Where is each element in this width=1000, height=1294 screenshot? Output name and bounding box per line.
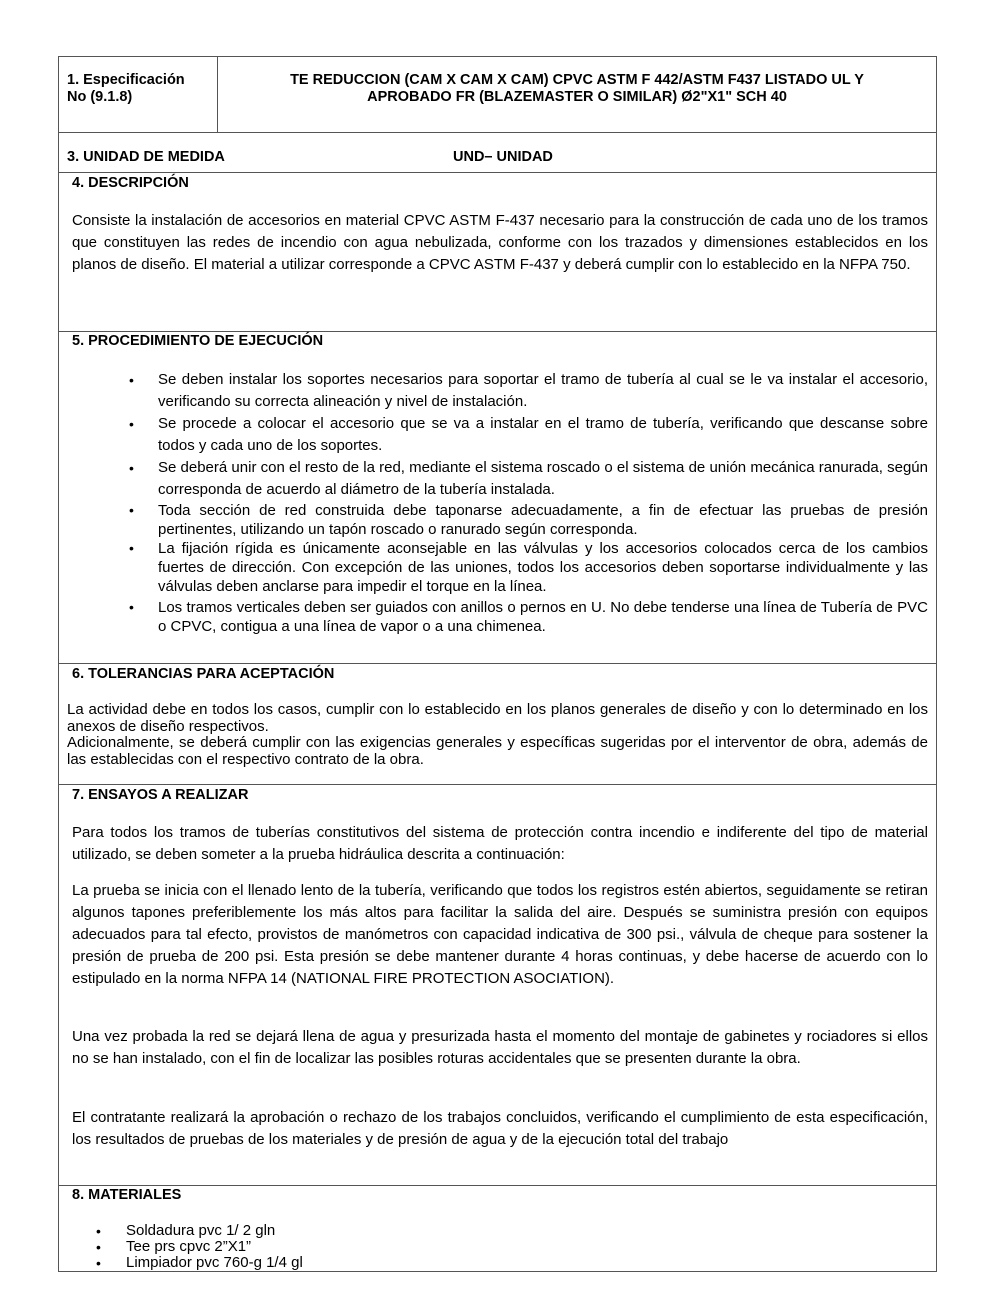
- rule-tests: [58, 1185, 937, 1186]
- material-item-text: Limpiador pvc 760-g 1/4 gl: [126, 1254, 303, 1271]
- material-item: [96, 1222, 526, 1239]
- tests-para2: La prueba se inicia con el llenado lento de la tubería, verificando que todos los registros estén abiertos, seguidamente se retiran algunos tapones preferiblemente los más altos para facilitar la salida del aire. Después se suministra presión con equipos adecuados para tal efecto, provistos de manómetros con capacidad indicativa de 300 psi., válvula de cheque para sostener la presión de prueba de 200 psi. Esta presión se debe mantener durante 4 horas continuas, y debe hacerse de acuerdo con lo estipulado en la norma NFPA 14 (NATIONAL FIRE PROTECTION ASOCIATION).: [72, 882, 928, 987]
- description-heading: 4. DESCRIPCIÓN: [72, 175, 189, 191]
- bullet-icon: •: [129, 599, 134, 615]
- tolerances-text: [67, 702, 928, 768]
- procedure-item: [129, 598, 928, 636]
- tolerances-para1: La actividad debe en todos los casos, cumplir con lo establecido en los planos generales de diseño y con lo determinado en los anexos de diseño respectivos.: [67, 701, 928, 735]
- procedure-item: [129, 539, 928, 598]
- materials-list: [96, 1222, 526, 1271]
- procedure-heading: 5. PROCEDIMIENTO DE EJECUCIÓN: [72, 333, 324, 349]
- materials-heading: 8. MATERIALES: [72, 1187, 182, 1203]
- spec-title-line1: TE REDUCCION (CAM X CAM X CAM) CPVC ASTM F 442/ASTM F437 LISTADO UL Y: [290, 72, 864, 88]
- rule-tolerances: [58, 784, 937, 785]
- procedure-item-text: Se deben instalar los soportes necesarios para soportar el tramo de tubería al cual se le va instalar el accesorio, verificando su correcta alineación y nivel de instalación.: [158, 371, 928, 410]
- bullet-icon: •: [96, 1255, 101, 1271]
- procedure-item-text: Toda sección de red construida debe taponarse adecuadamente, a fin de efectuar las pruebas de presión pertinentes, utilizando un tapón roscado o ranurado según corresponda.: [158, 502, 928, 538]
- spec-title: [226, 72, 928, 106]
- bullet-icon: •: [129, 502, 134, 518]
- procedure-item: [129, 369, 928, 413]
- bullet-icon: •: [129, 540, 134, 556]
- tests-para1: Para todos los tramos de tuberías constitutivos del sistema de protección contra incendio e indiferente del tipo de material utilizado, se deben someter a la prueba hidráulica descrita a continuación:: [72, 824, 928, 863]
- procedure-item: [129, 501, 928, 539]
- bullet-icon: •: [129, 416, 134, 432]
- spec-label-line1: 1. Especificación: [67, 72, 185, 88]
- bullet-icon: •: [96, 1223, 101, 1239]
- header-divider: [217, 56, 218, 133]
- procedure-item-text: La fijación rígida es únicamente aconsejable en las válvulas y los accesorios colocados cerca de los cambios fuertes de dirección. Con excepción de las uniones, todos los accesorios deben soportarse individualmente y las válvulas deben anclarse para impedir el torque en la línea.: [158, 540, 928, 595]
- rule-header: [58, 132, 937, 133]
- unit-value: UND– UNIDAD: [453, 149, 553, 165]
- spec-label: [67, 72, 213, 106]
- procedure-item-text: Se procede a colocar el accesorio que se va a instalar en el tramo de tubería, verificando que descanse sobre todos y cada uno de los soportes.: [158, 415, 928, 454]
- rule-procedure: [58, 663, 937, 664]
- tolerances-heading: 6. TOLERANCIAS PARA ACEPTACIÓN: [72, 666, 335, 682]
- spec-title-line2: APROBADO FR (BLAZEMASTER O SIMILAR) Ø2"X1" SCH 40: [367, 89, 787, 105]
- procedure-list: [129, 369, 928, 636]
- spec-label-line2: No (9.1.8): [67, 89, 133, 105]
- bullet-icon: •: [129, 372, 134, 388]
- material-item-text: Soldadura pvc 1/ 2 gln: [126, 1222, 276, 1239]
- procedure-item: [129, 457, 928, 501]
- material-item: [96, 1254, 526, 1271]
- tests-para3: Una vez probada la red se dejará llena de agua y presurizada hasta el momento del montaje de gabinetes y rociadores si ellos no se han instalado, con el fin de localizar las posibles roturas accidentales que se presenten durante la obra.: [72, 1028, 928, 1067]
- bullet-icon: •: [129, 460, 134, 476]
- unit-label: 3. UNIDAD DE MEDIDA: [67, 149, 225, 165]
- material-item-text: Tee prs cpvc 2”X1”: [126, 1238, 252, 1255]
- rule-description: [58, 331, 937, 332]
- tests-para4: El contratante realizará la aprobación o rechazo de los trabajos concluidos, verificando el cumplimiento de esta especificación, los resultados de pruebas de los materiales y de presión de agua y de la ejecución total del trabajo: [72, 1109, 928, 1148]
- tolerances-para2: Adicionalmente, se deberá cumplir con las exigencias generales y específicas sugeridas por el interventor de obra, además de las establecidas con el respectivo contrato de la obra.: [67, 734, 928, 768]
- material-item: [96, 1238, 526, 1255]
- tests-heading: 7. ENSAYOS A REALIZAR: [72, 787, 249, 803]
- rule-unit: [58, 172, 937, 173]
- description-text: Consiste la instalación de accesorios en material CPVC ASTM F-437 necesario para la construcción de cada uno de los tramos que constituyen las redes de incendio con agua nebulizada, conforme con los trazados y dimensiones establecidos en los planos de diseño. El material a utilizar corresponde a CPVC ASTM F-437 y deberá cumplir con lo establecido en la NFPA 750.: [72, 212, 928, 273]
- procedure-item: [129, 413, 928, 457]
- procedure-item-text: Los tramos verticales deben ser guiados con anillos o pernos en U. No debe tenderse una línea de Tubería de PVC o CPVC, contigua a una línea de vapor o a una chimenea.: [158, 599, 928, 635]
- bullet-icon: •: [96, 1239, 101, 1255]
- procedure-item-text: Se deberá unir con el resto de la red, mediante el sistema roscado o el sistema de unión mecánica ranurada, según corresponda de acuerdo al diámetro de la tubería instalada.: [158, 459, 928, 498]
